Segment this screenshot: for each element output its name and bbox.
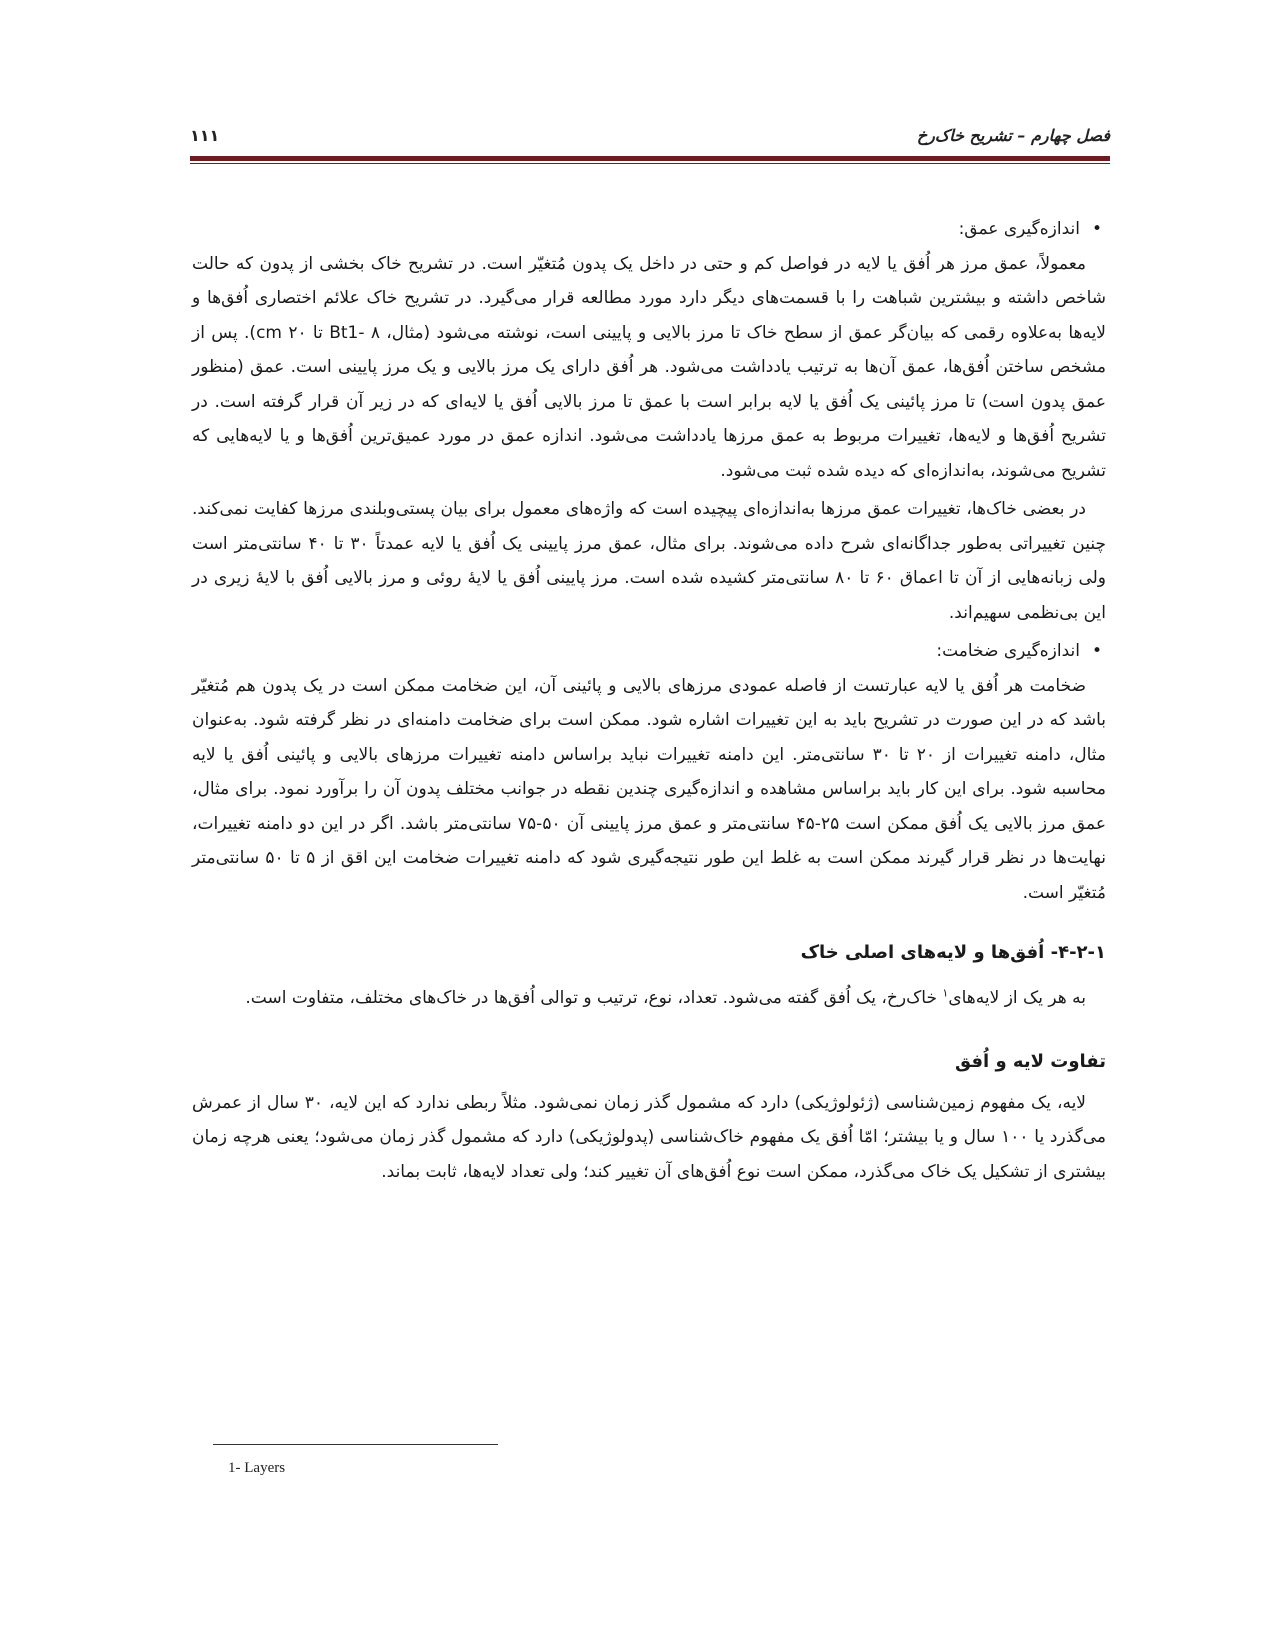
paragraph-horizons-rest: خاک‌رخ، یک اُفق گفته می‌شود. تعداد، نوع، ترتیب و توالی اُفق‌ها در خاک‌های مختلف، متفاوت است.: [245, 987, 937, 1008]
page-header: [190, 126, 1110, 156]
page-number: ۱۱۱: [190, 126, 220, 145]
paragraph-difference: لایه، یک مفهوم زمین‌شناسی (ژئولوژیکی) دارد که مشمول گذر زمان نمی‌شود. مثلاً ربطی ندارد که این لایه، ۳۰ سال از عمرش می‌گذرد یا ۱۰۰ سال و یا بیشتر؛ امّا اُفق یک مفهوم خاک‌شناسی (پدولوژیکی) دارد که مشمول گذر زمان می‌شود؛ یعنی هرچه زمان بیشتری از تشکیل یک خاک می‌گذرد، ممکن است نوع اُفق‌های آن تغییر کند؛ ولی تعداد لایه‌ها، ثابت بماند.: [192, 1092, 1106, 1182]
paragraph-depth-1-rest: ). پس از مشخص ساختن اُفق‌ها، عمق آن‌ها به ترتیب یادداشت می‌شود. هر اُفق دارای یک مرز بالایی و یک مرز پایینی است. عمق (منظور عمق پدون است) تا مرز پائینی یک اُفق یا لایه برابر است با عمق تا مرز بالایی اُفق یا لایه‌ای که در زیر آن قرار گرفته است. در تشریح اُفق‌ها و لایه‌ها، تغییرات مربوط به عمق مرزها یادداشت می‌شود. اندازه عمق در مورد عمیق‌ترین اُفق‌ها و یا لایه‌هایی که تشریح می‌شوند، به‌اندازه‌ای که دیده شده ثبت می‌شود.: [192, 322, 1106, 481]
paragraph-thickness: ضخامت هر اُفق یا لایه عبارتست از فاصله عمودی مرزهای بالایی و پائینی آن، این ضخامت ممکن است در یک پدون هم مُتغیّر باشد که در این صورت در تشریح باید به این تغییرات اشاره شود. ممکن است برای ضخامت دامنه‌ای در نظر گرفته شود. به‌عنوان مثال، دامنه تغییرات از ۲۰ تا ۳۰ سانتی‌متر. این دامنه تغییرات نباید براساس دامنه تغییرات مرزهای بالایی و پائینی اُفق یا لایه محاسبه شود. برای این کار باید براساس مشاهده و اندازه‌گیری چندین نقطه در جوانب مختلف پدون آن را برآورد نمود. برای مثال، عمق مرز بالایی یک اُفق ممکن است ۲۵-۴۵ سانتی‌متر و عمق مرز پایینی آن ۵۰-۷۵ سانتی‌متر باشد. اگر در این دو دامنه تغییرات، نهایت‌ها در نظر قرار گیرند ممکن است به غلط این طور نتیجه‌گیری شود که دامنه تغییرات ضخامت این اقق از ۵ تا ۵۰ سانتی‌متر مُتغیّر است.: [192, 675, 1107, 903]
footnote: 1- Layers: [228, 1460, 286, 1476]
paragraph-horizons-text: به هر یک از لایه‌های: [948, 987, 1086, 1008]
paragraph-depth-2: در بعضی خاک‌ها، تغییرات عمق مرزها به‌اندازه‌ای پیچیده است که واژه‌های معمول برای بیان پستی‌وبلندی مرزها کفایت نمی‌کند. چنین تغییراتی به‌طور جداگانه‌ای شرح داده می‌شوند. برای مثال، عمق مرز پایینی یک اُفق یا لایه عمدتاً ۳۰ تا ۴۰ سانتی‌متر است ولی زبانه‌هایی از آن تا اعماق ۶۰ تا ۸۰ سانتی‌متر کشیده شده است. مرز پایینی اُفق یا لایهٔ روئی و مرز بالایی اُفق با لایهٔ زیری در این بی‌نظمی سهیم‌اند.: [192, 499, 1107, 623]
depth-range: - ۸ تا ۲۰: [288, 322, 380, 343]
bullet-dot: •: [1091, 641, 1102, 661]
horizon-code: Bt1: [329, 322, 359, 343]
bullet-thickness: [192, 634, 1106, 669]
paragraph-horizons: [192, 981, 1106, 1016]
sub-heading: تفاوت لایه و اُفق: [955, 1051, 1106, 1072]
bullet-depth: [192, 212, 1106, 247]
bullet-depth-label: اندازه‌گیری عمق:: [958, 219, 1080, 239]
footnote-marker: ۱: [942, 985, 949, 999]
header-rule-thin: [190, 163, 1110, 164]
depth-unit: cm: [256, 322, 282, 343]
bullet-dot: •: [1091, 219, 1102, 239]
paragraph-depth-1-text: معمولاً، عمق مرز هر اُفق یا لایه در فواصل کم و حتی در داخل یک پدون مُتغیّر است. در تشریح خاک بخشی از پدون که حالت شاخص داشته و بیشترین شباهت را با قسمت‌های دیگر دارد مورد مطالعه قرار می‌گیرد. در تشریح خاک علائم اختصاری اُفق‌ها و لایه‌ها به‌علاوه رقمی که بیان‌گر عمق از سطح خاک تا مرز بالایی و پایینی است، نوشته می‌شود (مثال،: [192, 253, 1107, 343]
page-body: [192, 212, 1106, 1193]
header-rule: [190, 156, 1110, 161]
paragraph-depth-1: [192, 247, 1106, 489]
footnote-rule: [213, 1444, 498, 1445]
section-heading: ۴-۲-۱- اُفق‌ها و لایه‌های اصلی خاک: [800, 942, 1106, 963]
bullet-thickness-label: اندازه‌گیری ضخامت:: [936, 641, 1080, 661]
chapter-title: فصل چهارم – تشریح خاک‌رخ: [916, 126, 1110, 145]
